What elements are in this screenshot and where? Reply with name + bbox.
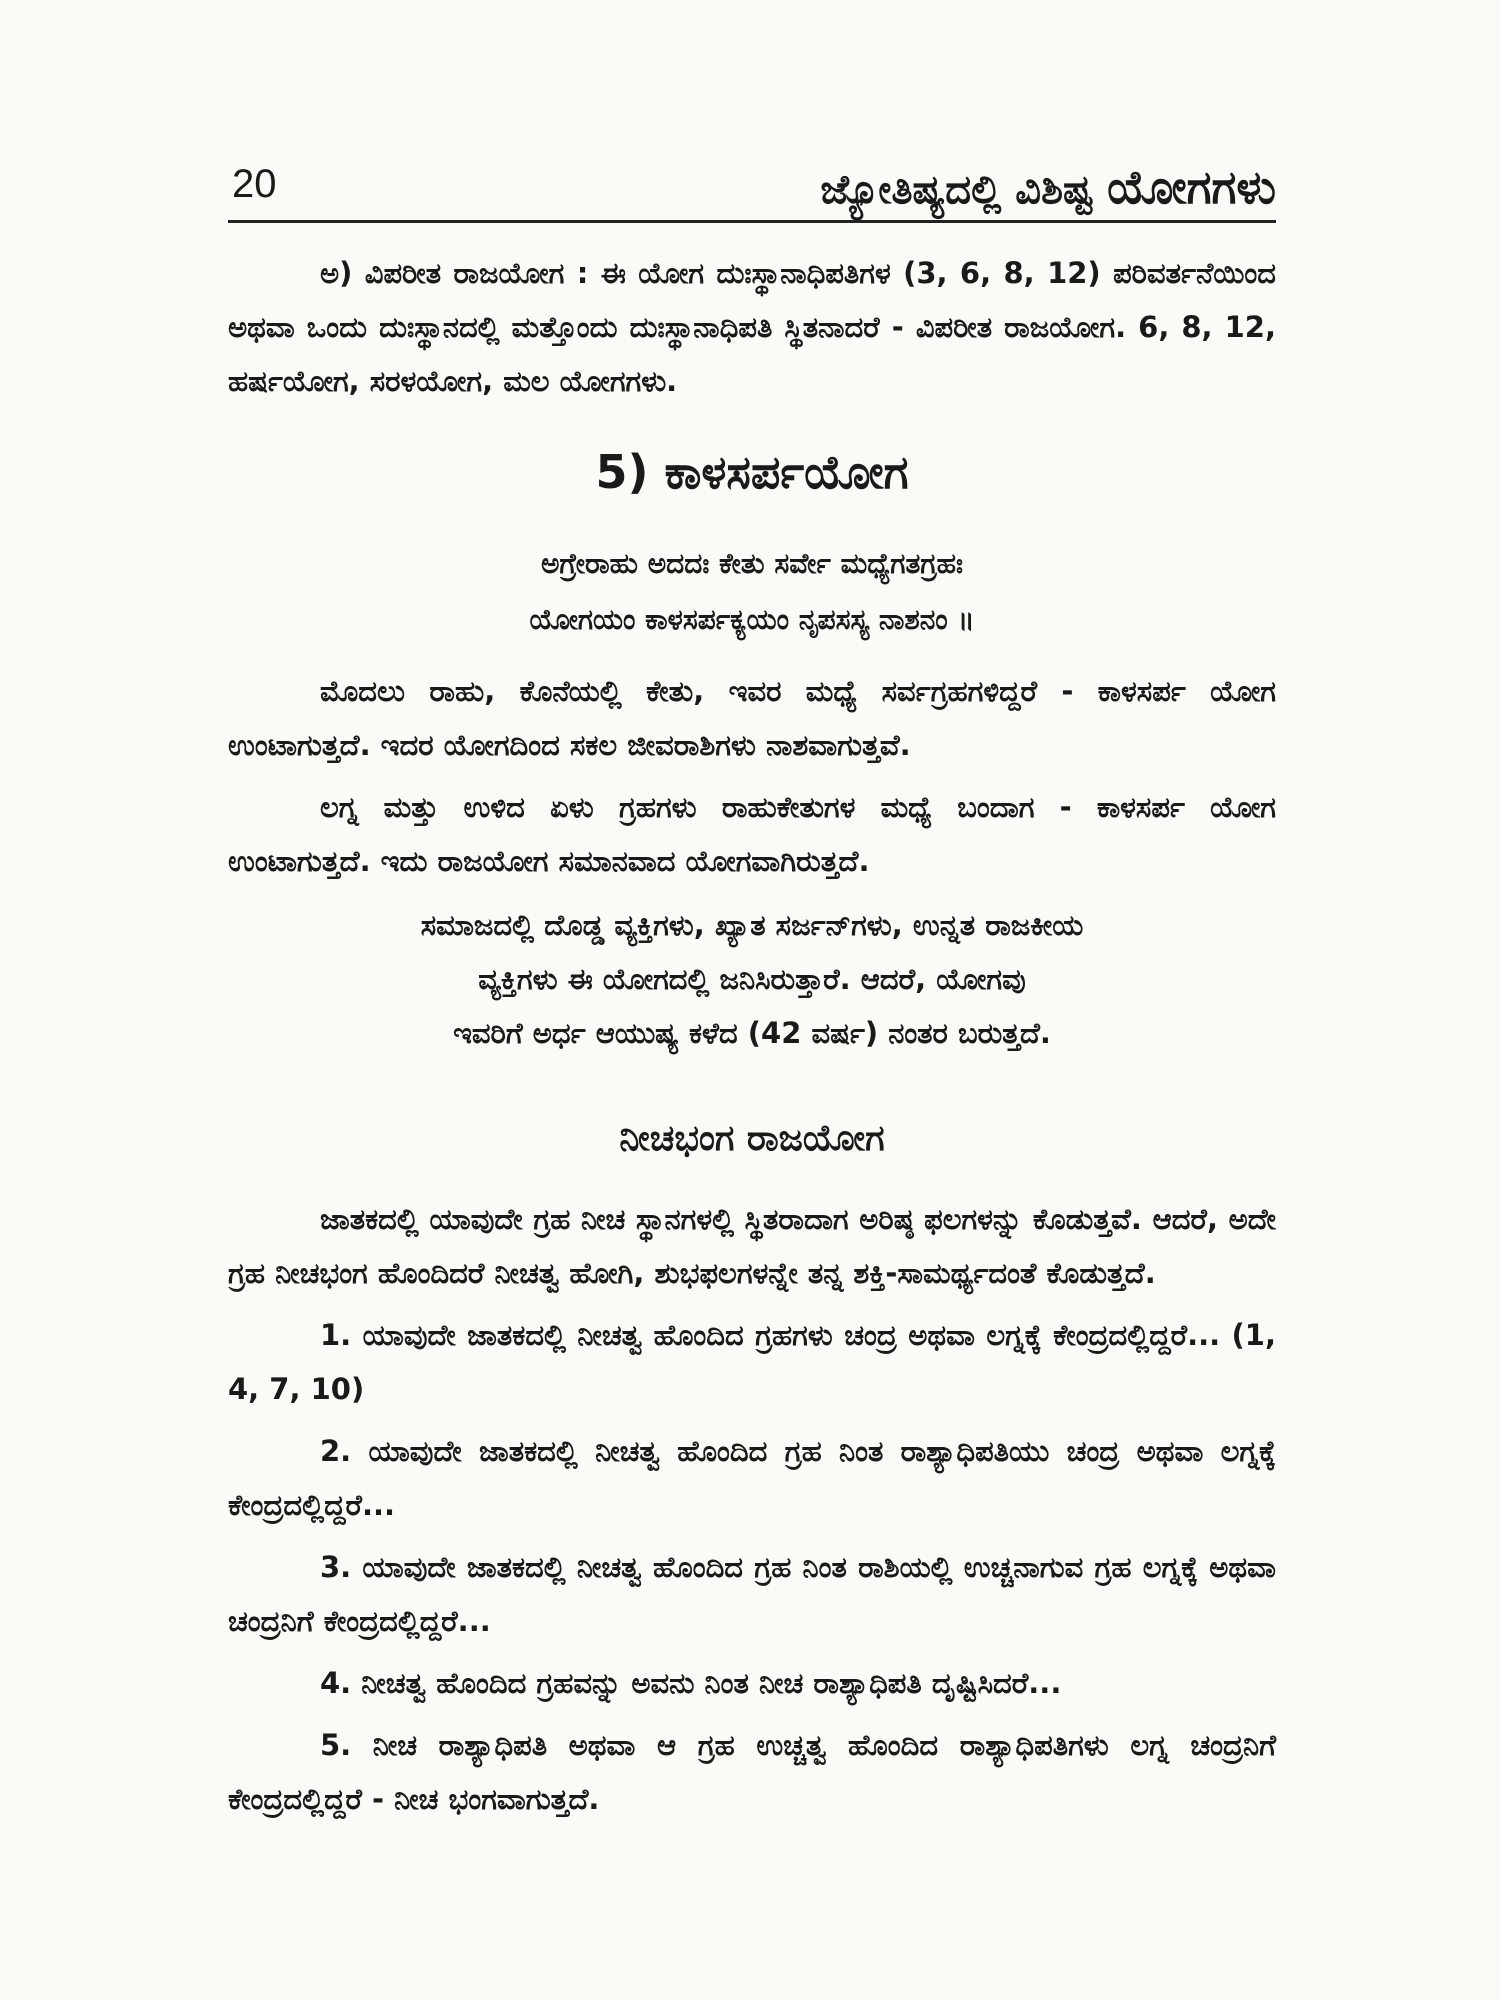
centered-line: ವ್ಯಕ್ತಿಗಳು ಈ ಯೋಗದಲ್ಲಿ ಜನಿಸಿರುತ್ತಾರೆ. ಆದರೆ, ಯೋಗವು: [478, 962, 1026, 996]
neechabhanga-intro: ಜಾತಕದಲ್ಲಿ ಯಾವುದೇ ಗ್ರಹ ನೀಚ ಸ್ಥಾನಗಳಲ್ಲಿ ಸ್ಥಿತರಾದಾಗ ಅರಿಷ್ಠ ಫಲಗಳನ್ನು ಕೊಡುತ್ತವೆ. ಆದರೆ, ಅದೇ ಗ್ರಹ ನೀಚಭಂಗ ಹೊಂದಿದರೆ ನೀಚತ್ವ ಹೋಗಿ, ಶುಭಫಲಗಳನ್ನೇ ತನ್ನ ಶಕ್ತಿ-ಸಾಮರ್ಥ್ಯದಂತೆ ಕೊಡುತ್ತದೆ.: [228, 1202, 1276, 1290]
kalasarpa-centered-note: [228, 898, 1276, 1060]
centered-line: ಸಮಾಜದಲ್ಲಿ ದೊಡ್ಡ ವ್ಯಕ್ತಿಗಳು, ಖ್ಯಾತ ಸರ್ಜನ್‌ಗಳು, ಉನ್ನತ ರಾಜಕೀಯ: [420, 908, 1084, 942]
viparita-rajayoga-paragraph: ಅ) ವಿಪರೀತ ರಾಜಯೋಗ : ಈ ಯೋಗ ದುಃಸ್ಥಾನಾಧಿಪತಿಗಳ (3, 6, 8, 12) ಪರಿವರ್ತನೆಯಿಂದ ಅಥವಾ ಒಂದು ದುಃಸ್ಥಾನದಲ್ಲಿ ಮತ್ತೊಂದು ದುಃಸ್ಥಾನಾಧಿಪತಿ ಸ್ಥಿತನಾದರೆ - ವಿಪರೀತ ರಾಜಯೋಗ. 6, 8, 12, ಹರ್ಷಯೋಗ, ಸರಳಯೋಗ, ಮಲ ಯೋಗಗಳು.: [228, 256, 1276, 398]
running-title-accent: ಯೋಗಗಳು: [1107, 160, 1276, 214]
neechabhanga-item-5: 5. ನೀಚ ರಾಶ್ಯಾಧಿಪತಿ ಅಥವಾ ಆ ಗ್ರಹ ಉಚ್ಚತ್ವ ಹೊಂದಿದ ರಾಶ್ಯಾಧಿಪತಿಗಳು ಲಗ್ನ ಚಂದ್ರನಿಗೆ ಕೇಂದ್ರದಲ್ಲಿದ್ದರೆ - ನೀಚ ಭಂಗವಾಗುತ್ತದೆ.: [228, 1728, 1276, 1816]
neechabhanga-item-3: 3. ಯಾವುದೇ ಜಾತಕದಲ್ಲಿ ನೀಚತ್ವ ಹೊಂದಿದ ಗ್ರಹ ನಿಂತ ರಾಶಿಯಲ್ಲಿ ಉಚ್ಚನಾಗುವ ಗ್ರಹ ಲಗ್ನಕ್ಕೆ ಅಥವಾ ಚಂದ್ರನಿಗೆ ಕೇಂದ್ರದಲ್ಲಿದ್ದರೆ...: [228, 1550, 1276, 1638]
neechabhanga-item-4: 4. ನೀಚತ್ವ ಹೊಂದಿದ ಗ್ರಹವನ್ನು ಅವನು ನಿಂತ ನೀಚ ರಾಶ್ಯಾಧಿಪತಿ ದೃಷ್ಟಿಸಿದರೆ...: [320, 1666, 1062, 1700]
neechabhanga-item-2: 2. ಯಾವುದೇ ಜಾತಕದಲ್ಲಿ ನೀಚತ್ವ ಹೊಂದಿದ ಗ್ರಹ ನಿಂತ ರಾಶ್ಯಾಧಿಪತಿಯು ಚಂದ್ರ ಅಥವಾ ಲಗ್ನಕ್ಕೆ ಕೇಂದ್ರದಲ್ಲಿದ್ದರೆ...: [228, 1434, 1276, 1522]
kalasarpa-paragraph-2: ಲಗ್ನ ಮತ್ತು ಉಳಿದ ಏಳು ಗ್ರಹಗಳು ರಾಹುಕೇತುಗಳ ಮಧ್ಯೆ ಬಂದಾಗ - ಕಾಳಸರ್ಪ ಯೋಗ ಉಂಟಾಗುತ್ತದೆ. ಇದು ರಾಜಯೋಗ ಸಮಾನವಾದ ಯೋಗವಾಗಿರುತ್ತದೆ.: [228, 790, 1276, 878]
centered-line: ಇವರಿಗೆ ಅರ್ಧ ಆಯುಷ್ಯ ಕಳೆದ (42 ವರ್ಷ) ನಂತರ ಬರುತ್ತದೆ.: [453, 1016, 1051, 1050]
neechabhanga-item-1: 1. ಯಾವುದೇ ಜಾತಕದಲ್ಲಿ ನೀಚತ್ವ ಹೊಂದಿದ ಗ್ರಹಗಳು ಚಂದ್ರ ಅಥವಾ ಲಗ್ನಕ್ಕೆ ಕೇಂದ್ರದಲ್ಲಿದ್ದರೆ... (1, 4, 7, 10): [228, 1318, 1276, 1406]
kalasarpa-paragraph-1: ಮೊದಲು ರಾಹು, ಕೊನೆಯಲ್ಲಿ ಕೇತು, ಇವರ ಮಧ್ಯೆ ಸರ್ವಗ್ರಹಗಳಿದ್ದರೆ - ಕಾಳಸರ್ಪ ಯೋಗ ಉಂಟಾಗುತ್ತದೆ. ಇದರ ಯೋಗದಿಂದ ಸಕಲ ಜೀವರಾಶಿಗಳು ನಾಶವಾಗುತ್ತವೆ.: [228, 674, 1276, 762]
running-title: [820, 160, 1276, 216]
page-header: [228, 160, 1276, 223]
verse-line: ಯೋಗಯಂ ಕಾಳಸರ್ಪಕ್ಯಯಂ ನೃಪಸಸ್ಯ ನಾಶನಂ ॥: [529, 603, 975, 636]
page-number: 20: [232, 162, 277, 206]
neechabhanga-heading: ನೀಚಭಂಗ ರಾಜಯೋಗ: [619, 1118, 885, 1159]
sanskrit-verse: [228, 536, 1276, 648]
running-title-text: ಜ್ಯೋತಿಷ್ಯದಲ್ಲಿ ವಿಶಿಷ್ಟ: [820, 167, 1094, 213]
kalasarpa-heading: 5) ಕಾಳಸರ್ಪಯೋಗ: [595, 445, 909, 499]
page-body: [228, 246, 1276, 1826]
verse-line: ಅಗ್ರೇರಾಹು ಅದದಃ ಕೇತು ಸರ್ವೇ ಮಧ್ಯೆಗತಗ್ರಹಃ: [540, 547, 963, 580]
